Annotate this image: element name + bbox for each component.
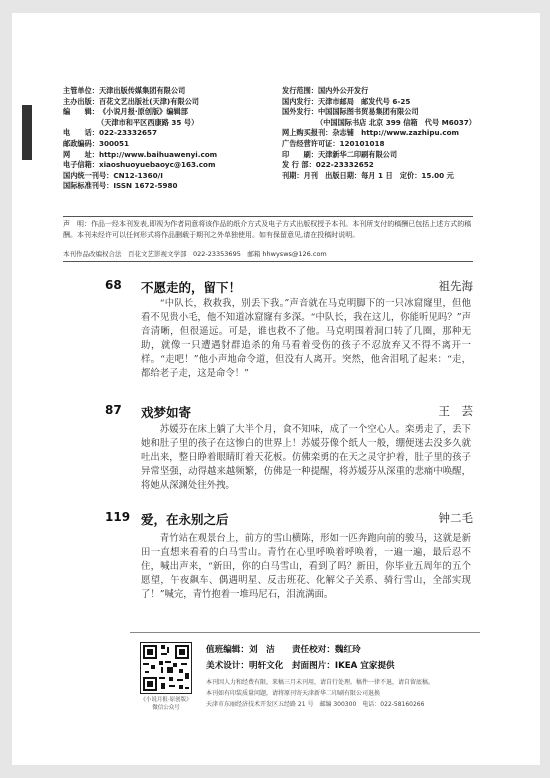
qr-code-icon[interactable] [140,642,192,694]
masthead-row: 电 话：022-23332657 [63,128,157,138]
masthead-row: 国际标准刊号：ISSN 1672-5980 [63,181,178,191]
divider [63,216,473,217]
page-number: 87 [105,403,122,417]
editors-credit: 值班编辑：刘 洁 责任校对：魏红玲 [206,645,361,655]
masthead-row: 网 址：http://www.baihuawenyi.com [63,149,218,159]
masthead-row: 印 刷：天津新华二印刷有限公司 [282,149,398,159]
note: 本刊如有印装质量问题，请将原刊寄天津新华二印刷有限公司退换 [206,690,381,697]
masthead-row: 邮政编码：300051 [63,138,129,148]
story-title[interactable]: 戏梦如寄 [141,405,192,420]
story-excerpt: 苏媛芬在床上躺了大半个月，食不知味，成了一个空心人。栾勇走了，丢下她和肚子里的孩子在这惨白的世界上！苏媛芬像个纸人一般，绷便迷去没多久就吐出来，整日睁着眼睛盯着天花板。仿佛栾勇的在天之灵守护着，肚子里的孩子异常坚强，动得越来越频繁，仿佛是一种提醒，将苏媛芬从深重的悲痛中唤醒，将她从深渊处往外拽。 [141,424,471,491]
story-title[interactable]: 不愿走的，留下！ [141,280,242,295]
masthead-row: 国外发行：中国国际图书贸易集团有限公司 [282,107,419,117]
author: 王 芸 [438,404,473,418]
masthead-left [63,86,217,192]
masthead-row: 广告经营许可证：120101018 [282,138,385,148]
qr-caption: 《小说月报·原创版》 微信公众号 [140,697,192,711]
masthead-row: 主办出版：百花文艺出版社(天津)有限公司 [63,96,199,106]
masthead-row: 发行范围：国内外公开发行 [282,86,369,95]
masthead-row: 编 辑：《小说月报·原创版》编辑部 [63,107,188,117]
story-excerpt: “中队长，救救我，别丢下我。”声音就在马克明脚下的一只冰窟窿里，但他看不见贵小毛，他不知道冰窟窿有多深。“中队长，我在这儿，你能听见吗？”声音清晰，但很遥远。可是，谁也救不了他。马克明围着洞口转了几圈，那种无助，就像一只遭遇豺群追杀的角马看着受伤的孩子不忍放弃又不得不离开一样。“走吧！”他小声地命令道，但没有人离开。突然，他舍泪吼了起来：“走，都给老子走，这是命令！” [141,298,471,379]
masthead-row: 国内发行：天津市邮局 邮发代号 6-25 [282,96,411,106]
story-excerpt: 青竹站在观景台上，前方的雪山横陈，形如一匹奔跑向前的骏马，这就是新田一直想来看看的白马雪山。青竹在心里呼唤着呼唤着，一遍一遍，最后忍不住，喊出声来，“新田，你的白马雪山，看到了吗？新田，你毕业五周年的五个愿望，午夜飙车、偶遇明星、反击班花、化解父子关系、骑行雪山，全部实现了！”喊完，青竹抱着一堆玛尼石，泪流满面。 [141,533,471,600]
design-credit: 美术设计：明轩文化 封面图片：IKEA 宜家提供 [206,661,395,671]
page-number: 119 [105,510,131,524]
masthead-row: 国内统一刊号：CN12-1360/I [63,170,163,180]
masthead-row: 发 行 部：022-23332652 [282,160,374,170]
masthead-row: （天津市和平区西康路 35 号） [97,117,199,127]
email-link[interactable]: xiaoshuoyuebaoyc@163.com [98,160,216,170]
note: 本刊因人力和经费有限，来稿三月未刊用，请自行处理。稿件一律不退，请自留底稿。 [206,679,435,686]
masthead-row: 网上购买报刊：杂志铺 http://www.zazhipu.com [282,128,460,138]
story-title[interactable]: 爱，在永别之后 [141,512,229,527]
note: 天津市东丽经济技术开发区五经路 21 号 邮编 300300 电话：022-58160266 [206,701,425,708]
shop-link[interactable]: 杂志铺 http://www.zazhipu.com [332,128,460,138]
masthead-row: 刊期：月刊 出版日期：每月 1 日 定价：15.00 元 [282,170,454,180]
declaration: 声 明：作品一经本刊发表,即视为作者同意将该作品的纸介方式及电子方式出版权授予本刊。本刊所支付的稿酬已包括上述方式的稿酬。本刊未经许可以任何形式将作品删载于期刊之外单独使用。如有保留意见,请在投稿时说明。 [63,220,472,239]
page-number: 68 [105,278,122,292]
divider [130,632,480,633]
masthead-row: （中国国际书店 北京 399 信箱 代号 M6037） [316,117,476,127]
masthead-right [282,86,476,181]
masthead-row: 主管单位：天津出版传媒集团有限公司 [63,86,186,95]
divider [63,261,473,262]
website-link[interactable]: http://www.baihuawenyi.com [98,149,218,159]
black-edge-tab [22,105,32,160]
masthead-footer: 本刊作品改编权合法 百花文艺影视文学部 022-23353695 邮箱 hhwysws@126.com [63,250,327,258]
author: 祖先海 [438,279,473,293]
author: 钟二毛 [438,511,473,525]
masthead-row: 电子信箱：xiaoshuoyuebaoyc@163.com [63,160,216,170]
